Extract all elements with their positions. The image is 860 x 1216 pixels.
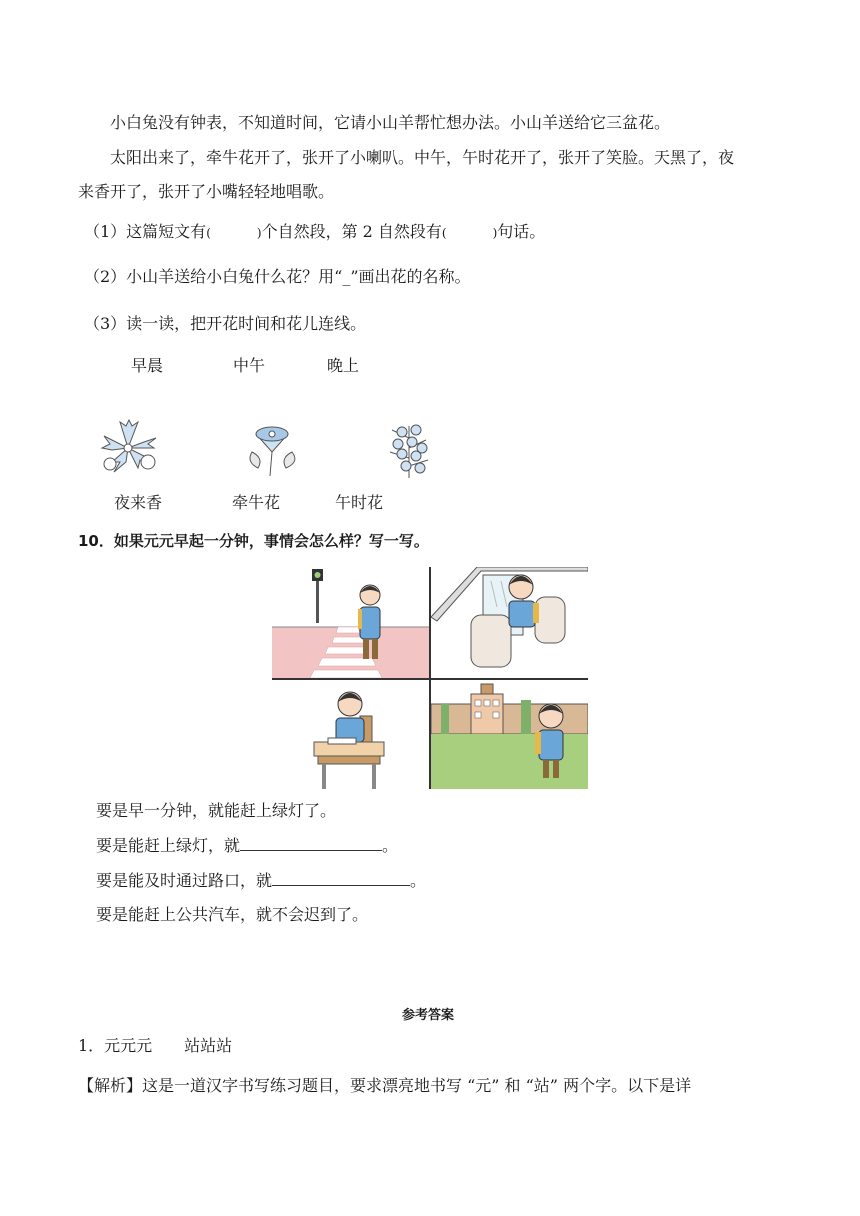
question-1-prefix: （1）这篇短文有 (84, 222, 207, 241)
sentence-2 (96, 836, 398, 856)
sentence-3 (96, 871, 426, 891)
panel-school (431, 680, 588, 789)
passage-paragraph-2-line-2: 来香开了，张开了小嘴轻轻地唱歌。 (78, 182, 335, 201)
question-2: （2）小山羊送给小白兔什么花？用“_”画出花的名称。 (84, 267, 471, 286)
sentence-2-prefix: 要是能赶上绿灯，就 (96, 836, 241, 855)
panel-classroom-desk (272, 680, 429, 789)
answer-line-sentence-2[interactable] (240, 836, 382, 851)
panel-crosswalk (272, 567, 429, 678)
question-3: （3）读一读，把开花时间和花儿连线。 (84, 314, 367, 333)
panel-divider-horizontal (272, 678, 588, 680)
sentence-2-suffix: 。 (382, 836, 399, 855)
morning-glory-flower-illustration (244, 422, 300, 478)
tuberose-flower-illustration (98, 418, 160, 478)
flower-label-portulaca: 午时花 (335, 493, 384, 512)
paren-open: ( (441, 226, 447, 240)
answer-analysis: 【解析】这是一道汉字书写练习题目，要求漂亮地书写 “元” 和 “站” 两个字。以下是详 (78, 1076, 692, 1095)
passage-paragraph-1: 小白兔没有钟表，不知道时间，它请小山羊帮忙想办法。小山羊送给它三盆花。 (110, 113, 671, 132)
question-10-title: 10．如果元元早起一分钟，事情会怎么样？写一写。 (78, 532, 429, 550)
sentence-3-prefix: 要是能及时通过路口，就 (96, 871, 273, 890)
answer-line-sentence-3[interactable] (272, 871, 410, 886)
flower-label-tuberose: 夜来香 (114, 493, 163, 512)
story-illustration (272, 567, 588, 789)
passage-paragraph-2-line-1: 太阳出来了，牵牛花开了，张开了小喇叭。中午，午时花开了，张开了笑脸。天黑了，夜 (110, 148, 735, 167)
answer-section-title: 参考答案 (402, 1008, 455, 1023)
paren-close: ) (256, 226, 262, 240)
question-1 (84, 222, 545, 243)
sentence-4: 要是能赶上公共汽车，就不会迟到了。 (96, 905, 369, 924)
flower-label-morning-glory: 牵牛花 (232, 493, 281, 512)
sentence-3-suffix: 。 (410, 871, 427, 890)
portulaca-flower-illustration (386, 418, 432, 480)
panel-bus (431, 567, 588, 678)
answer-1: 1．元元元 站站站 (78, 1036, 233, 1055)
sentence-1: 要是早一分钟，就能赶上绿灯了。 (96, 801, 337, 820)
time-noon: 中午 (233, 356, 266, 375)
paren-open: ( (206, 226, 211, 240)
time-evening: 晚上 (327, 356, 360, 375)
question-1-middle: 个自然段，第 2 自然段有 (261, 222, 442, 241)
paren-close: ) (492, 226, 498, 240)
question-1-suffix: 句话。 (497, 222, 546, 241)
time-morning: 早晨 (131, 356, 164, 375)
